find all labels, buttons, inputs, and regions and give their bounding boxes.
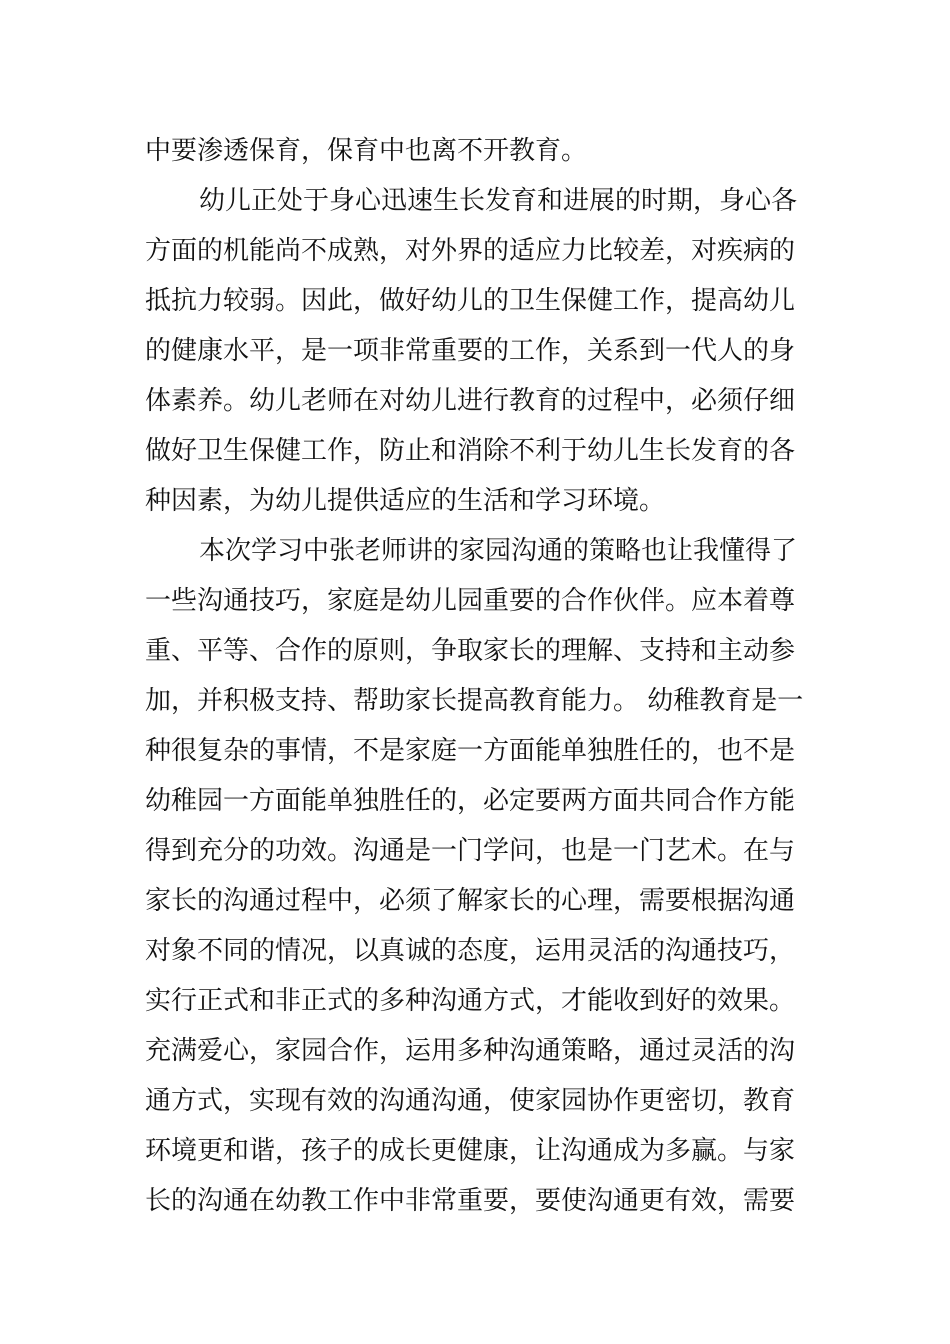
text-line-22: 长的沟通在幼教工作中非常重要，要使沟通更有效，需要 (145, 1186, 796, 1216)
text-line-18: 实行正式和非正式的多种沟通方式，才能收到好的效果。 (145, 986, 796, 1016)
text-line-10: 一些沟通技巧，家庭是幼儿园重要的合作伙伴。应本着尊 (145, 586, 796, 616)
text-line-17: 对象不同的情况，以真诚的态度，运用灵活的沟通技巧， (145, 936, 796, 966)
text-line-7: 做好卫生保健工作，防止和消除不利于幼儿生长发育的各 (145, 436, 796, 466)
text-line-19: 充满爱心，家园合作，运用多种沟通策略，通过灵活的沟 (145, 1036, 796, 1066)
text-line-20: 通方式，实现有效的沟通沟通，使家园协作更密切，教育 (145, 1086, 796, 1116)
text-line-16: 家长的沟通过程中，必须了解家长的心理，需要根据沟通 (145, 886, 796, 916)
text-line-14: 幼稚园一方面能单独胜任的，必定要两方面共同合作方能 (145, 786, 796, 816)
text-line-12: 加，并积极支持、帮助家长提高教育能力。 幼稚教育是一 (145, 686, 804, 716)
text-line-9-paragraph-start: 本次学习中张老师讲的家园沟通的策略也让我懂得了 (199, 536, 798, 566)
text-line-11: 重、平等、合作的原则，争取家长的理解、支持和主动参 (145, 636, 796, 666)
body-text (145, 126, 810, 1226)
text-line-1: 中要渗透保育，保育中也离不开教育。 (145, 136, 588, 166)
text-line-5: 的健康水平，是一项非常重要的工作，关系到一代人的身 (145, 336, 796, 366)
text-line-2-paragraph-start: 幼儿正处于身心迅速生长发育和进展的时期，身心各 (199, 186, 798, 216)
text-line-15: 得到充分的功效。沟通是一门学问，也是一门艺术。在与 (145, 836, 796, 866)
text-line-8: 种因素，为幼儿提供适应的生活和学习环境。 (145, 486, 666, 516)
text-line-4: 抵抗力较弱。因此，做好幼儿的卫生保健工作，提高幼儿 (145, 286, 796, 316)
text-line-6: 体素养。幼儿老师在对幼儿进行教育的过程中，必须仔细 (145, 386, 796, 416)
text-line-21: 环境更和谐，孩子的成长更健康，让沟通成为多赢。与家 (145, 1136, 796, 1166)
text-line-3: 方面的机能尚不成熟，对外界的适应力比较差，对疾病的 (145, 236, 796, 266)
text-line-13: 种很复杂的事情，不是家庭一方面能单独胜任的，也不是 (145, 736, 796, 766)
